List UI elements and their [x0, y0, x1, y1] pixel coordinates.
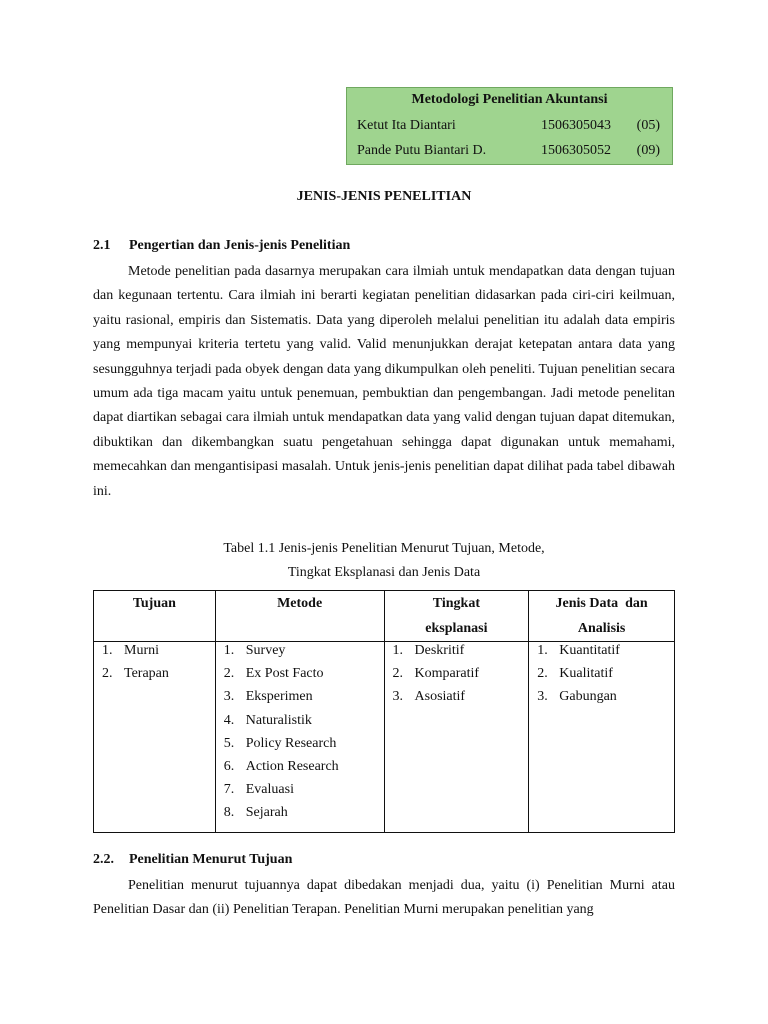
list-item: 1. Survey: [223, 643, 286, 658]
list-item: 2. Kualitatif: [537, 666, 613, 682]
student-number: (09): [636, 143, 660, 158]
list-item: 2. Komparatif: [392, 666, 480, 682]
student-number: (05): [636, 118, 660, 133]
section-number: 2.2.: [93, 852, 114, 867]
header-metode: Metode: [215, 591, 384, 642]
section-paragraph-2-2: [93, 874, 675, 923]
table-header-row: [94, 591, 675, 642]
student-name: Ketut Ita Diantari: [357, 118, 456, 133]
list-item: 4. Naturalistik: [223, 712, 312, 728]
list-item: 3. Asosiatif: [392, 689, 466, 705]
metode-cell: [215, 642, 384, 833]
list-item: 8. Sejarah: [223, 805, 288, 821]
course-title: Metodologi Penelitian Akuntansi: [411, 92, 608, 107]
list-item: 1. Kuantitatif: [537, 643, 620, 658]
section-title: Penelitian Menurut Tujuan: [129, 852, 293, 867]
list-item: 3. Gabungan: [537, 689, 617, 705]
header-tujuan: Tujuan: [94, 591, 216, 642]
list-item: 7. Evaluasi: [223, 782, 294, 798]
header-jenis-data: Jenis Data dan Analisis: [529, 591, 675, 642]
student-name: Pande Putu Biantari D.: [357, 143, 487, 158]
list-item: 6. Action Research: [223, 758, 339, 774]
paragraph-text: Metode penelitian pada dasarnya merupakan cara ilmiah untuk mendapatkan data dengan tujuan dan kegunaan tertentu. Cara ilmiah ini berarti kegiatan penelitian didasarkan pada ciri-ciri keilmuan, yaitu rasional, empiris dan Sistematis. Data yang diperoleh melalui penelitian itu adalah data empiris yang mempunyai kriteria tertetu yang valid. Valid menunjukkan derajat ketepatan antara data yang sesungguhnya terjadi pada obyek dengan data yang dikumpulkan oleh peneliti. Tujuan penelitian secara umum ada tiga macam yaitu untuk penemuan, pembuktian dan pengembangan. Jadi metode penelitan dapat diartikan sebagai cara ilmiah untuk mendapatkan data yang valid dengan tujuan dapat ditemukan, dibuktikan dan dikembangkan suatu pengetahuan sehingga dapat digunakan untuk memahami, memecahkan dan mengantisipasi masalah. Untuk jenis-jenis penelitian dapat dilihat pada tabel dibawah ini.: [93, 264, 675, 499]
list-item: 2. Ex Post Facto: [223, 666, 324, 682]
research-types-table: [93, 590, 675, 833]
section-heading-2-1: [93, 238, 350, 254]
table-caption-line2: Tingkat Eksplanasi dan Jenis Data: [287, 565, 481, 580]
section-title: Pengertian dan Jenis-jenis Penelitian: [129, 238, 351, 253]
student-row: [357, 118, 662, 138]
table-caption: Tabel 1.1 Jenis-jenis Penelitian Menurut Tujuan, Metode,: [223, 541, 545, 556]
author-info-box: [346, 87, 673, 165]
tujuan-cell: [94, 642, 216, 833]
list-item: 1. Murni: [102, 643, 159, 658]
paragraph-text: Penelitian menurut tujuannya dapat dibedakan menjadi dua, yaitu (i) Penelitian Murni atau Penelitian Dasar dan (ii) Penelitian Terapan. Penelitian Murni merupakan penelitian yang: [93, 878, 675, 918]
list-item: 3. Eksperimen: [223, 689, 313, 705]
header-tingkat: Tingkat eksplanasi: [384, 591, 529, 642]
section-heading-2-2: [93, 852, 292, 868]
tingkat-cell: [384, 642, 529, 833]
jenis-data-cell: [529, 642, 675, 833]
table-row: [94, 642, 675, 833]
list-item: 1. Deskritif: [392, 643, 465, 658]
list-item: 2. Terapan: [102, 666, 169, 682]
section-number: 2.1: [93, 238, 111, 253]
student-id: 1506305043: [541, 118, 611, 133]
student-id: 1506305052: [541, 143, 611, 158]
section-paragraph-2-1: [93, 260, 675, 504]
document-title: JENIS-JENIS PENELITIAN: [296, 189, 472, 204]
list-item: 5. Policy Research: [223, 735, 337, 751]
student-row: [357, 143, 662, 163]
